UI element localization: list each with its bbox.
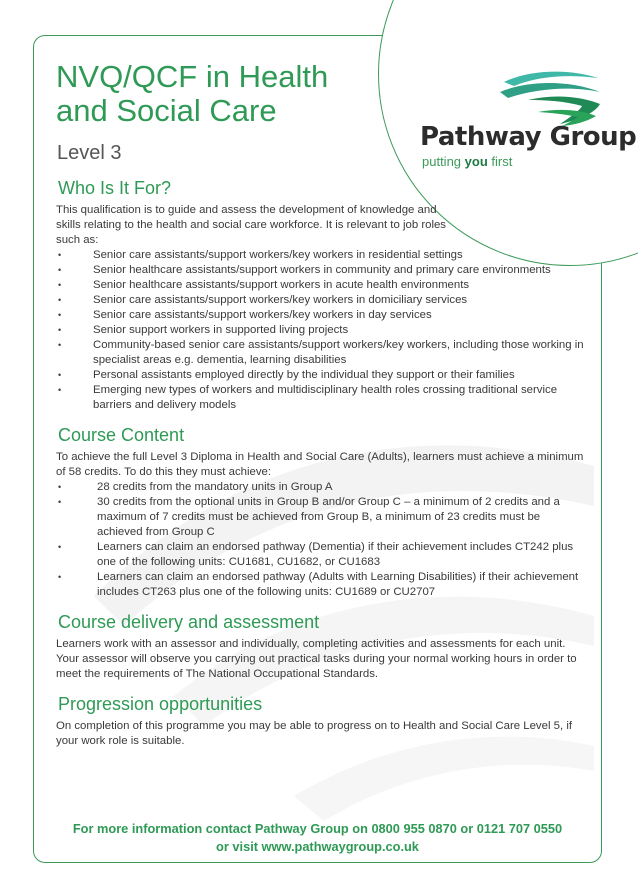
title-line-1: NVQ/QCF in Health	[56, 59, 329, 94]
list-item: • Learners can claim an endorsed pathway (Dementia) if their achievement includes CT242 plus one of the following units: CU1681, CU1682, or CU1683	[56, 540, 586, 570]
list-item: • Community-based senior care assistants/support workers/key workers, including those working in specialist areas e.g. dementia, learning disabilities	[56, 338, 586, 368]
list-item: • Learners can claim an endorsed pathway (Adults with Learning Disabilities) if their achievement includes CT263 plus one of the following units: CU1689 or CU2707	[56, 570, 586, 600]
contact-footer	[33, 820, 602, 856]
progression-heading: Progression opportunities	[58, 694, 263, 714]
title-line-2: and Social Care	[56, 93, 277, 128]
footer-website-link[interactable]: or visit www.pathwaygroup.co.uk	[216, 839, 419, 854]
who-intro: This qualification is to guide and assess the development of knowledge and skills relating to the health and social care workforce. It is relevant to job roles such as:	[56, 204, 447, 246]
course-intro: To achieve the full Level 3 Diploma in Health and Social Care (Adults), learners must achieve a minimum of 58 credits. To do this they must achieve:	[56, 451, 584, 478]
level-subtitle: Level 3	[57, 142, 122, 164]
list-item: • 30 credits from the optional units in Group B and/or Group C – a minimum of 2 credits and a maximum of 7 credits must be achieved from Group B, a minimum of 23 credits must be achieved from Group C	[56, 495, 586, 540]
list-item: • Senior care assistants/support workers/key workers in domiciliary services	[56, 293, 586, 308]
who-section	[56, 178, 586, 413]
tagline-pre: putting	[422, 154, 465, 169]
progression-text: On completion of this programme you may be able to progress on to Health and Social Care Level 5, if your work role is suitable.	[56, 720, 573, 747]
footer-contact-line: For more information contact Pathway Group on 0800 955 0870 or 0121 707 0550	[72, 821, 563, 836]
logo-name: Pathway Group	[420, 122, 637, 152]
list-item: • 28 credits from the mandatory units in Group A	[56, 480, 586, 495]
who-list	[56, 248, 586, 413]
tagline-post: first	[487, 154, 513, 169]
page-title	[56, 60, 328, 128]
list-item: • Senior healthcare assistants/support workers in community and primary care environments	[56, 263, 586, 278]
who-heading: Who Is It For?	[58, 178, 172, 198]
logo-tagline	[422, 154, 512, 169]
delivery-section	[56, 612, 586, 682]
list-item: • Senior support workers in supported living projects	[56, 323, 586, 338]
course-list	[56, 480, 586, 600]
list-item: • Senior care assistants/support workers/key workers in residential settings	[56, 248, 586, 263]
list-item: • Emerging new types of workers and multidisciplinary health roles crossing traditional service barriers and delivery models	[56, 383, 586, 413]
tagline-you: you	[464, 154, 488, 169]
delivery-text: Learners work with an assessor and individually, completing activities and assessments for each unit. Your assessor will observe you carrying out practical tasks during your normal working hours in order to meet the requirements of The National Occupational Standards.	[56, 638, 577, 680]
list-item: • Senior care assistants/support workers/key workers in day services	[56, 308, 586, 323]
course-heading: Course Content	[58, 425, 185, 445]
delivery-heading: Course delivery and assessment	[58, 612, 320, 632]
pathway-swoosh-logo-icon	[498, 68, 602, 126]
list-item: • Personal assistants employed directly by the individual they support or their families	[56, 368, 586, 383]
pathway-group-logo[interactable]	[418, 66, 637, 176]
course-section	[56, 425, 586, 600]
main-content	[56, 178, 586, 761]
progression-section	[56, 694, 586, 749]
list-item: • Senior healthcare assistants/support workers in acute health environments	[56, 278, 586, 293]
